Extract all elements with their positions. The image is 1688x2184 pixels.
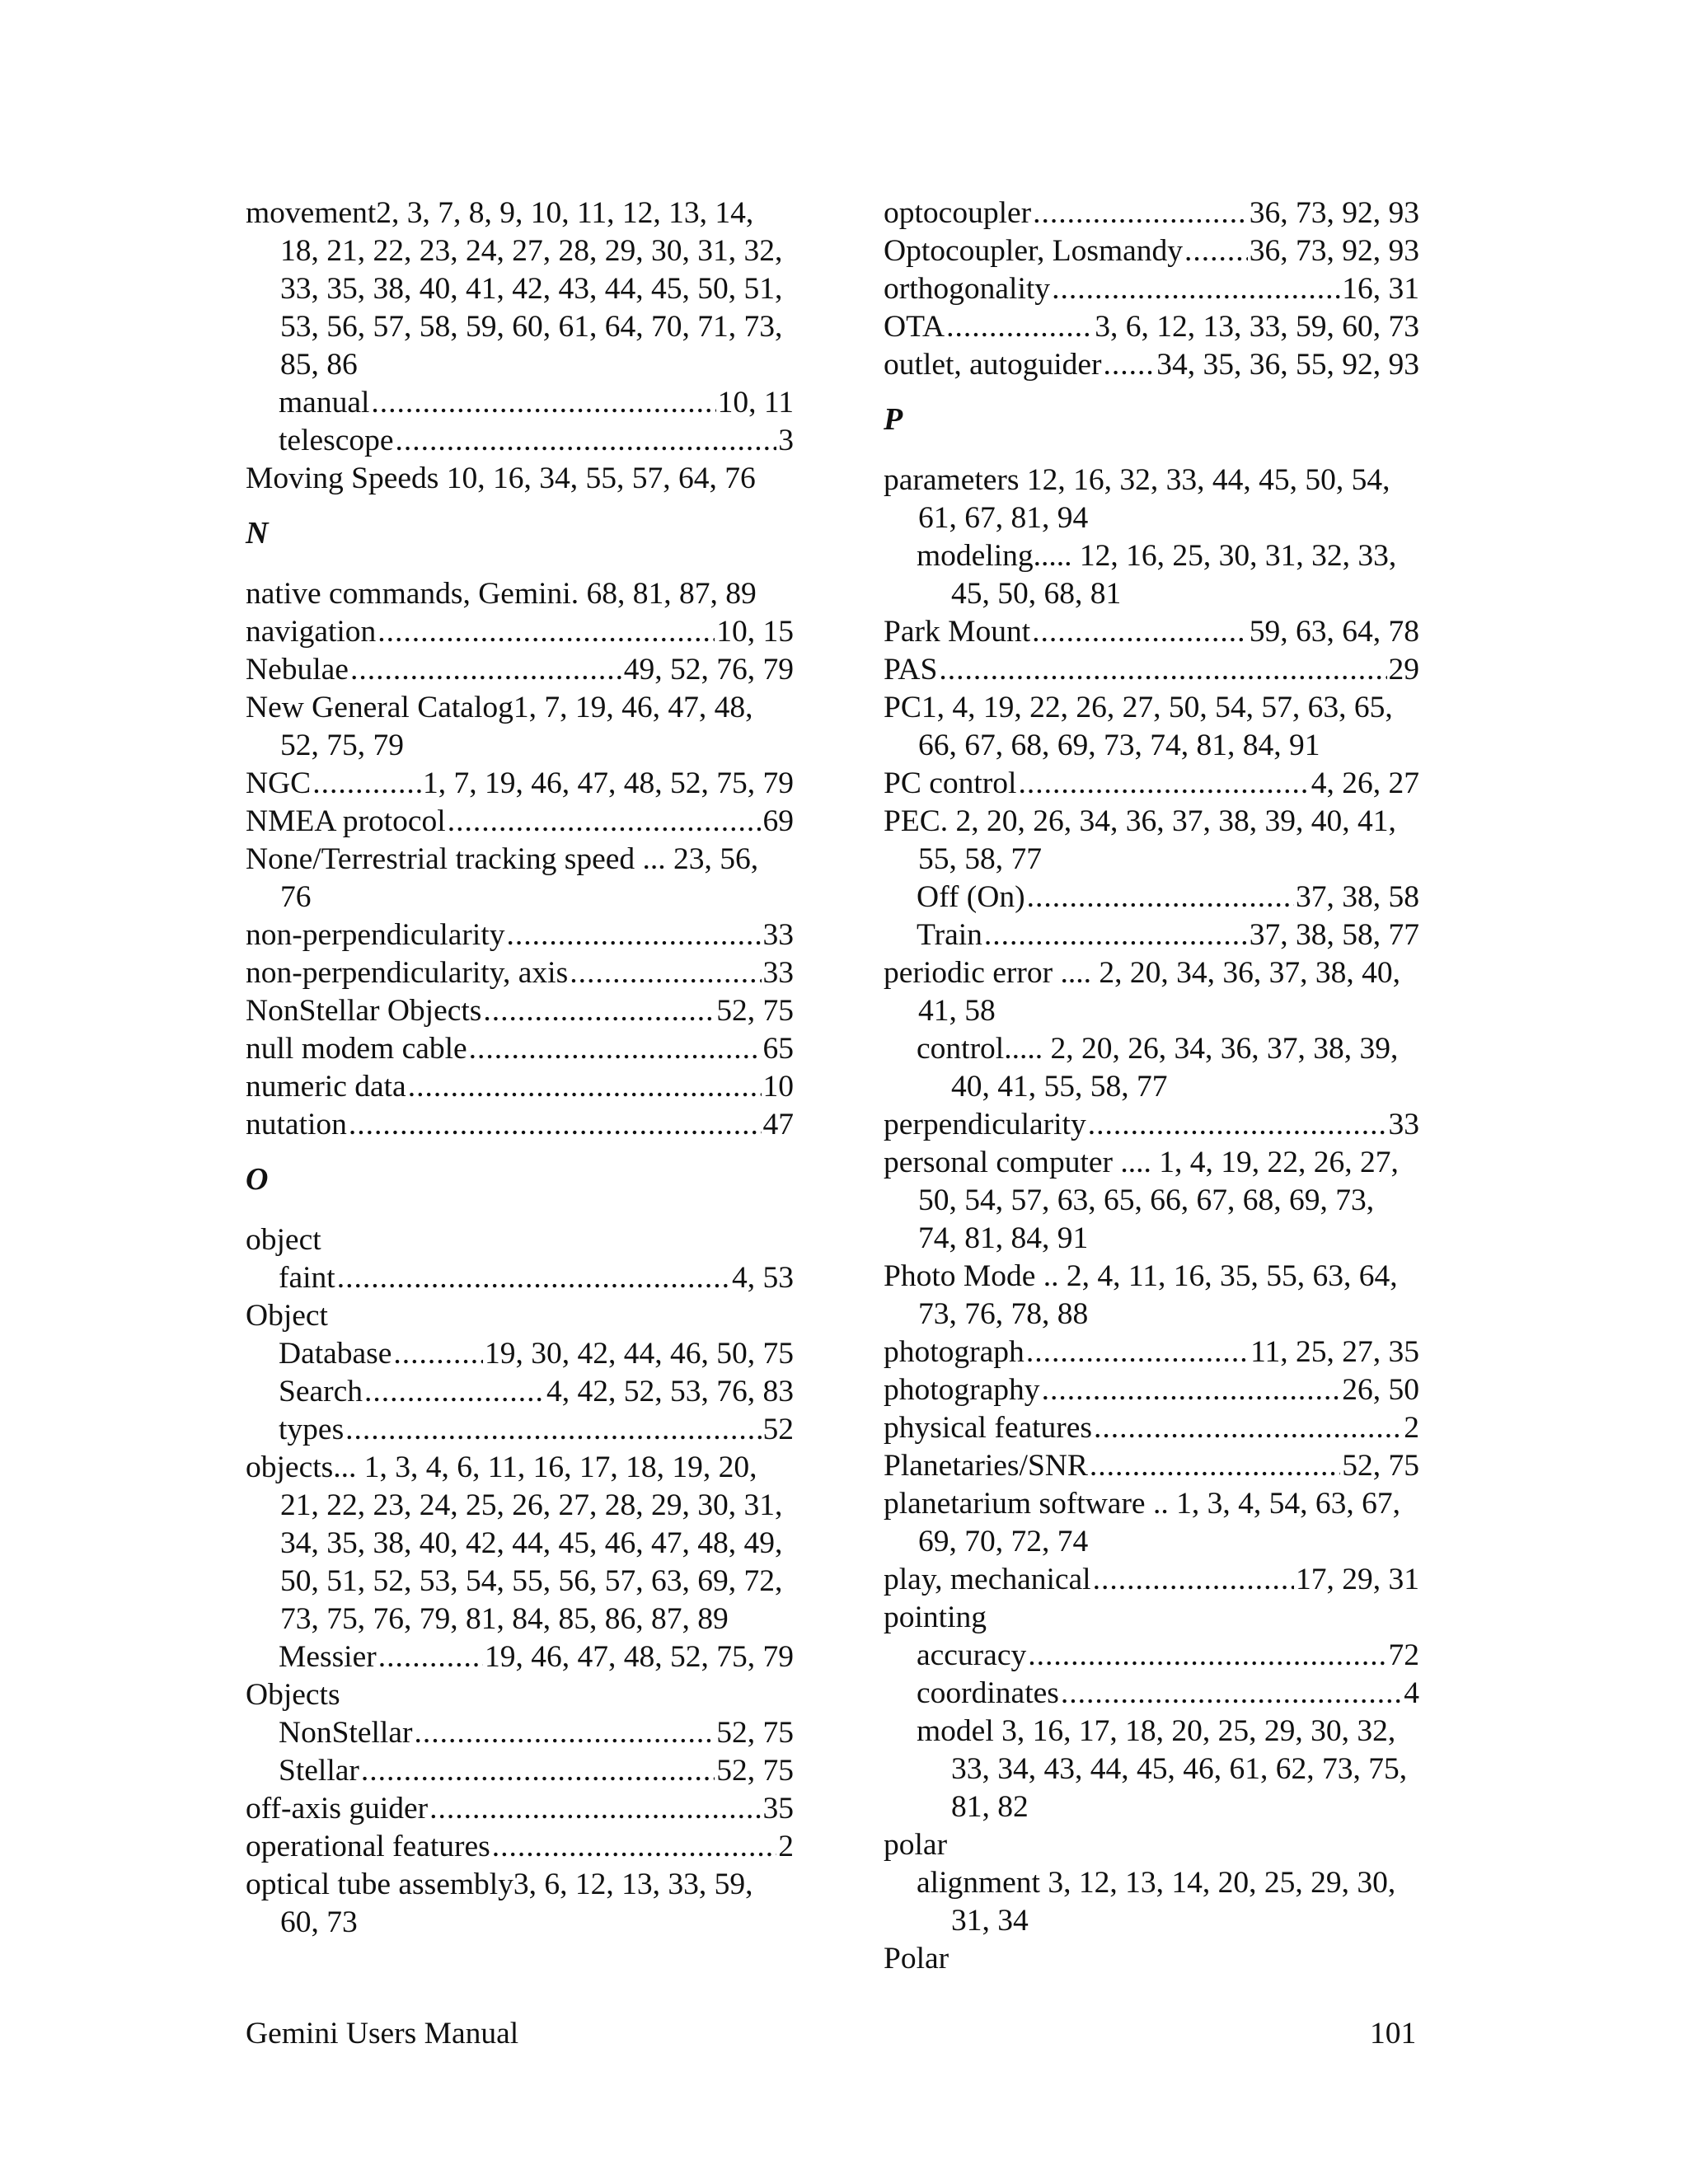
index-page-numbers: 26, 50 — [1342, 1373, 1419, 1407]
index-entry: PEC. 2, 20, 26, 34, 36, 37, 38, 39, 40, 41, 55, 58, 77 — [884, 804, 1396, 876]
index-page-numbers: 16, 31 — [1342, 272, 1419, 306]
index-entry — [246, 803, 794, 841]
index-entry — [884, 651, 1419, 689]
index-term: PAS — [884, 653, 938, 687]
dot-leader — [506, 916, 761, 954]
index-entry — [884, 1371, 1419, 1409]
index-page-numbers: 37, 38, 58 — [1296, 880, 1419, 914]
index-term: Optocoupler, Losmandy — [884, 234, 1184, 268]
index-entry — [246, 1828, 794, 1866]
index-term: accuracy — [917, 1638, 1027, 1672]
index-subentry: alignment 3, 12, 13, 14, 20, 25, 29, 30, 31, 34 — [917, 1866, 1396, 1938]
dot-leader — [337, 1259, 730, 1297]
index-page-numbers: 69 — [762, 804, 794, 838]
index-page-numbers: 36, 73, 92, 93 — [1249, 196, 1419, 230]
dot-leader — [429, 1790, 761, 1828]
index-term: Nebulae — [246, 653, 349, 687]
index-page-numbers: 19, 46, 47, 48, 52, 75, 79 — [485, 1640, 794, 1674]
dot-leader — [345, 1411, 761, 1449]
dot-leader — [396, 422, 777, 460]
index-subentry — [246, 1714, 794, 1752]
index-page-numbers: 33 — [1388, 1108, 1419, 1141]
index-term: NonStellar — [279, 1716, 413, 1750]
index-entry — [884, 1409, 1419, 1447]
dot-leader — [1028, 1637, 1386, 1675]
index-term: Database — [279, 1337, 392, 1371]
index-term: NMEA protocol — [246, 804, 446, 838]
dot-leader — [1090, 1447, 1340, 1485]
index-page-numbers: 35 — [762, 1792, 794, 1825]
index-entry: parameters 12, 16, 32, 33, 44, 45, 50, 54, 61, 67, 81, 94 — [884, 463, 1390, 535]
index-term: Planetaries/SNR — [884, 1449, 1088, 1483]
index-subentry — [246, 1335, 794, 1373]
index-entry — [246, 1790, 794, 1828]
index-page-numbers: 72 — [1388, 1638, 1419, 1672]
index-page-numbers: 10, 15 — [716, 615, 794, 649]
index-entry: Polar — [884, 1942, 950, 1975]
index-subentry — [246, 1373, 794, 1411]
dot-leader — [312, 765, 421, 803]
index-term: manual — [279, 386, 370, 419]
index-entry — [884, 1106, 1419, 1144]
index-page-numbers: 47 — [762, 1108, 794, 1141]
index-entry: objects... 1, 3, 4, 6, 11, 16, 17, 18, 19, 20, 21, 22, 23, 24, 25, 26, 27, 28, 29, 30, 31, 34, 35, 38, 40, 42, 44, 45, 46, 47, 48, 49, 50, 51, 52, 53, 54, 55, 56, 57, 63, 69, 72, 73, 75, 76, 79, 81, 84, 85, 86, 87, 89 — [246, 1451, 783, 1636]
index-term: optocoupler — [884, 196, 1032, 230]
index-entry: planetarium software .. 1, 3, 4, 54, 63, 67, 69, 70, 72, 74 — [884, 1487, 1400, 1558]
index-page-numbers: 33 — [762, 956, 794, 990]
index-term: coordinates — [917, 1676, 1059, 1710]
index-column-left — [246, 194, 794, 1942]
index-term: Search — [279, 1375, 363, 1408]
index-entry — [884, 232, 1419, 270]
dot-leader — [1026, 1333, 1249, 1371]
index-term: null modem cable — [246, 1032, 467, 1066]
index-term: faint — [279, 1261, 335, 1295]
index-term: NonStellar Objects — [246, 994, 482, 1028]
index-page-numbers: 34, 35, 36, 55, 92, 93 — [1156, 348, 1419, 382]
dot-leader — [1104, 346, 1156, 384]
index-term: Park Mount — [884, 615, 1031, 649]
dot-leader — [414, 1714, 715, 1752]
index-term: non-perpendicularity, axis — [246, 956, 569, 990]
index-entry: None/Terrestrial tracking speed ... 23, 56, 76 — [246, 842, 759, 914]
index-term: Off (On) — [917, 880, 1025, 914]
index-subentry — [884, 1637, 1419, 1675]
index-term: OTA — [884, 310, 945, 344]
index-entry — [246, 992, 794, 1030]
dot-leader — [364, 1373, 545, 1411]
index-subentry — [246, 1259, 794, 1297]
dot-leader — [1042, 1371, 1341, 1409]
index-page-numbers: 19, 30, 42, 44, 46, 50, 75 — [485, 1337, 794, 1371]
index-term: Stellar — [279, 1754, 359, 1788]
index-entry: personal computer .... 1, 4, 19, 22, 26, 27, 50, 54, 57, 63, 65, 66, 67, 68, 69, 73, 74, 81, 84, 91 — [884, 1146, 1399, 1255]
index-entry: pointing — [884, 1601, 987, 1634]
index-page-numbers: 49, 52, 76, 79 — [623, 653, 794, 687]
index-page-numbers: 33 — [762, 918, 794, 952]
dot-leader — [393, 1335, 483, 1373]
dot-leader — [378, 1638, 483, 1676]
index-subentry — [884, 916, 1419, 954]
index-term: Train — [917, 918, 982, 952]
index-subentry: model 3, 16, 17, 18, 20, 25, 29, 30, 32, 33, 34, 43, 44, 45, 46, 61, 62, 73, 75, 81, 82 — [917, 1714, 1408, 1824]
index-term: operational features — [246, 1830, 490, 1863]
index-subentry — [884, 879, 1419, 916]
index-entry: PC1, 4, 19, 22, 26, 27, 50, 54, 57, 63, 65, 66, 67, 68, 69, 73, 74, 81, 84, 91 — [884, 691, 1393, 762]
dot-leader — [361, 1752, 715, 1790]
index-page-numbers: 37, 38, 58, 77 — [1249, 918, 1419, 952]
dot-leader — [349, 1106, 762, 1144]
dot-leader — [371, 384, 715, 422]
index-entry — [884, 613, 1419, 651]
index-entry — [246, 916, 794, 954]
index-page-numbers: 4, 53 — [732, 1261, 794, 1295]
index-entry: New General Catalog1, 7, 19, 46, 47, 48, 52, 75, 79 — [246, 691, 753, 762]
index-page-numbers: 59, 63, 64, 78 — [1249, 615, 1419, 649]
index-page-numbers: 10 — [762, 1070, 794, 1104]
dot-leader — [492, 1828, 777, 1866]
index-term: PC control — [884, 766, 1017, 800]
dot-leader — [1094, 1409, 1402, 1447]
index-term: navigation — [246, 615, 377, 649]
index-entry: Moving Speeds 10, 16, 34, 55, 57, 64, 76 — [246, 462, 756, 495]
index-page-numbers: 10, 11 — [717, 386, 794, 419]
dot-leader — [1061, 1675, 1402, 1713]
index-section-letter: N — [246, 516, 269, 551]
index-entry: Objects — [246, 1678, 340, 1712]
dot-leader — [448, 803, 762, 841]
dot-leader — [350, 651, 622, 689]
dot-leader — [939, 651, 1386, 689]
dot-leader — [1032, 613, 1248, 651]
index-entry: periodic error .... 2, 20, 34, 36, 37, 38, 40, 41, 58 — [884, 956, 1400, 1028]
index-page-numbers: 4, 26, 27 — [1311, 766, 1419, 800]
index-page-numbers: 36, 73, 92, 93 — [1249, 234, 1419, 268]
footer-page-number: 101 — [1370, 2017, 1417, 2050]
index-entry — [246, 651, 794, 689]
index-page-numbers: 3 — [778, 424, 794, 457]
index-entry — [884, 346, 1419, 384]
index-term: physical features — [884, 1411, 1093, 1445]
dot-leader — [570, 954, 761, 992]
dot-leader — [1052, 270, 1340, 308]
dot-leader — [377, 613, 715, 651]
index-term: play, mechanical — [884, 1563, 1091, 1596]
index-page-numbers: 52, 75 — [716, 1716, 794, 1750]
index-entry — [246, 613, 794, 651]
dot-leader — [1027, 879, 1294, 916]
index-subentry — [246, 422, 794, 460]
index-page-numbers: 4, 42, 52, 53, 76, 83 — [546, 1375, 794, 1408]
index-term: photography — [884, 1373, 1040, 1407]
index-page-numbers: 52, 75 — [1342, 1449, 1419, 1483]
index-term: outlet, autoguider — [884, 348, 1102, 382]
index-entry: optical tube assembly3, 6, 12, 13, 33, 59, 60, 73 — [246, 1868, 753, 1939]
index-term: nutation — [246, 1108, 347, 1141]
dot-leader — [946, 308, 1093, 346]
index-page-numbers: 2 — [1404, 1411, 1419, 1445]
index-entry — [884, 1561, 1419, 1599]
dot-leader — [483, 992, 715, 1030]
index-entry — [884, 270, 1419, 308]
index-term: NGC — [246, 766, 312, 800]
index-term: perpendicularity — [884, 1108, 1086, 1141]
index-term: off-axis guider — [246, 1792, 429, 1825]
index-page-numbers: 1, 7, 19, 46, 47, 48, 52, 75, 79 — [423, 766, 794, 800]
index-entry — [246, 1068, 794, 1106]
index-page-numbers: 52, 75 — [716, 994, 794, 1028]
index-entry — [884, 1333, 1419, 1371]
index-subentry — [884, 1675, 1419, 1713]
index-subentry — [246, 384, 794, 422]
index-term: orthogonality — [884, 272, 1051, 306]
index-entry: object — [246, 1223, 321, 1257]
index-entry — [884, 308, 1419, 346]
index-term: non-perpendicularity — [246, 918, 505, 952]
index-page-numbers: 11, 25, 27, 35 — [1250, 1335, 1419, 1369]
index-subentry: modeling..... 12, 16, 25, 30, 31, 32, 33, 45, 50, 68, 81 — [917, 539, 1397, 611]
index-section-letter: O — [246, 1162, 269, 1197]
index-entry — [884, 1447, 1419, 1485]
index-entry: Object — [246, 1299, 328, 1333]
index-entry — [884, 765, 1419, 803]
index-page-numbers: 4 — [1404, 1676, 1419, 1710]
index-subentry — [246, 1638, 794, 1676]
index-subentry — [246, 1411, 794, 1449]
index-section-letter: P — [884, 402, 903, 437]
index-term: types — [279, 1413, 345, 1446]
index-page-numbers: 52, 75 — [716, 1754, 794, 1788]
index-entry: polar — [884, 1828, 948, 1862]
index-entry: movement2, 3, 7, 8, 9, 10, 11, 12, 13, 14, 18, 21, 22, 23, 24, 27, 28, 29, 30, 31, 32, 33, 35, 38, 40, 41, 42, 43, 44, 45, 50, 51, 53, 56, 57, 58, 59, 60, 61, 64, 70, 71, 73, 85, 86 — [246, 196, 783, 382]
index-entry: Photo Mode .. 2, 4, 11, 16, 35, 55, 63, 64, 73, 76, 78, 88 — [884, 1259, 1398, 1331]
index-subentry — [246, 1752, 794, 1790]
dot-leader — [1033, 194, 1248, 232]
index-column-right — [884, 194, 1419, 1978]
dot-leader — [1018, 765, 1309, 803]
index-page-numbers: 2 — [778, 1830, 794, 1863]
index-entry — [246, 1030, 794, 1068]
index-entry — [246, 954, 794, 992]
dot-leader — [1088, 1106, 1387, 1144]
dot-leader — [469, 1030, 762, 1068]
dot-leader — [408, 1068, 762, 1106]
index-entry — [246, 1106, 794, 1144]
index-subentry: control..... 2, 20, 26, 34, 36, 37, 38, 39, 40, 41, 55, 58, 77 — [917, 1032, 1399, 1104]
index-page-numbers: 3, 6, 12, 13, 33, 59, 60, 73 — [1095, 310, 1419, 344]
index-term: Messier — [279, 1640, 377, 1674]
index-page-numbers: 52 — [762, 1413, 794, 1446]
index-page-numbers: 65 — [762, 1032, 794, 1066]
dot-leader — [1093, 1561, 1294, 1599]
index-page-numbers: 29 — [1388, 653, 1419, 687]
index-term: numeric data — [246, 1070, 406, 1104]
index-entry: native commands, Gemini. 68, 81, 87, 89 — [246, 577, 757, 611]
dot-leader — [984, 916, 1248, 954]
footer-manual-title: Gemini Users Manual — [246, 2017, 519, 2050]
index-page-numbers: 17, 29, 31 — [1296, 1563, 1419, 1596]
dot-leader — [1184, 232, 1248, 270]
index-entry — [246, 765, 794, 803]
index-term: telescope — [279, 424, 394, 457]
index-term: photograph — [884, 1335, 1025, 1369]
index-entry — [884, 194, 1419, 232]
